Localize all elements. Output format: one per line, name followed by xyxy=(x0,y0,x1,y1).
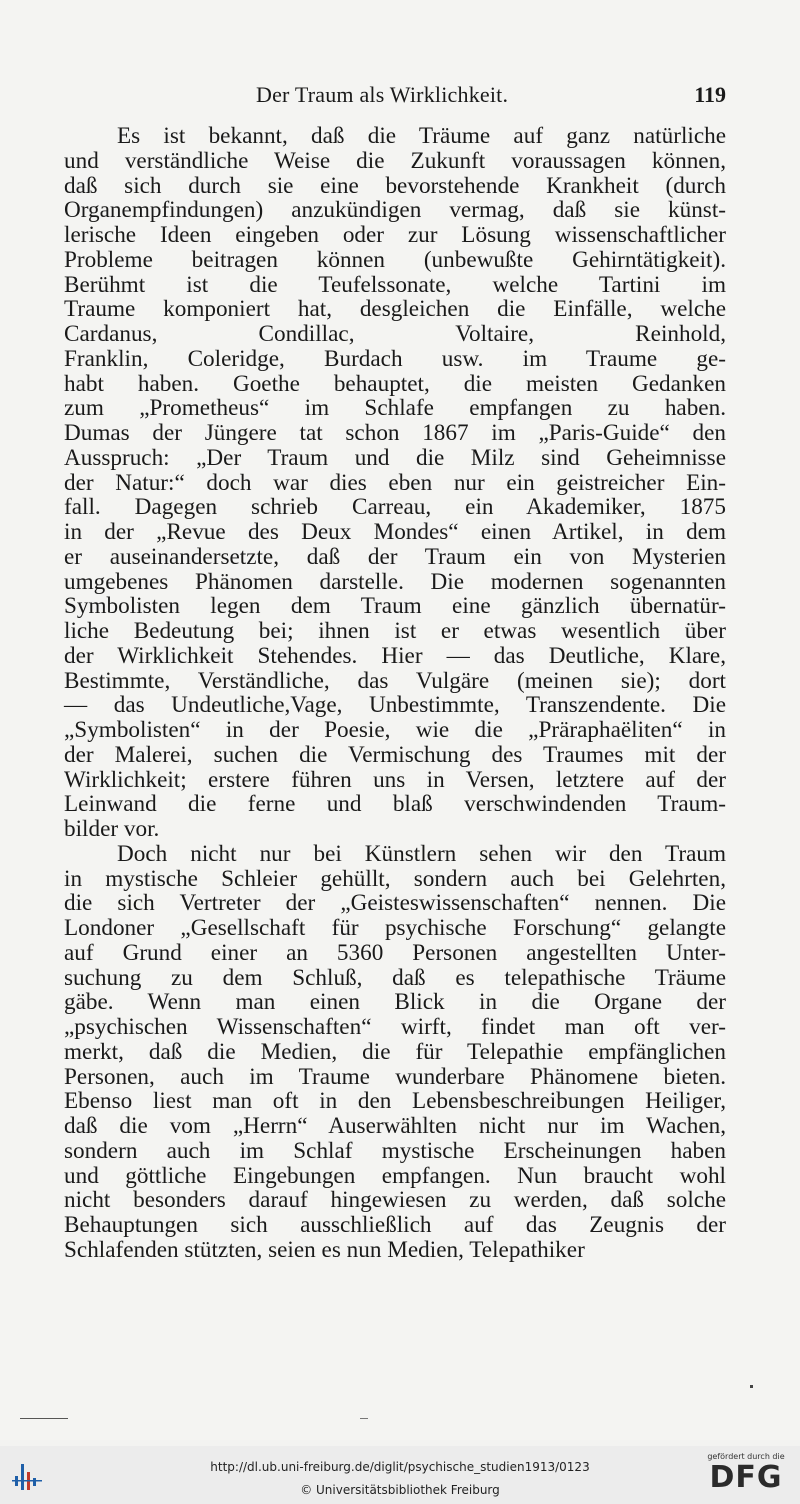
text-line: zum „Prometheus“ im Schlafe empfangen zu haben. xyxy=(64,395,726,422)
footnote-dash xyxy=(360,1418,368,1419)
text-line: der Natur:“ doch war dies eben nur ein geistreicher Ein- xyxy=(64,469,726,496)
dfg-logo xyxy=(702,1452,790,1500)
sponsor-tagline: gefördert durch die xyxy=(707,1452,785,1461)
text-line: habt haben. Goethe behauptet, die meisten Gedanken xyxy=(64,370,726,397)
text-line: Traume komponiert hat, desgleichen die Einfälle, welche xyxy=(64,296,726,323)
text-line: der Wirklichkeit Stehendes. Hier — das Deutliche, Klare, xyxy=(64,642,726,669)
text-line: Franklin, Coleridge, Burdach usw. im Traume ge- xyxy=(64,345,726,372)
text-line: umgebenes Phänomen darstelle. Die modernen sogenannten xyxy=(64,568,726,595)
text-line: bilder vor. xyxy=(64,816,160,842)
text-line: Probleme beitragen können (unbewußte Gehirntätigkeit). xyxy=(64,246,726,273)
text-line: Behauptungen sich ausschließlich auf das Zeugnis der xyxy=(64,1212,726,1238)
text-line: — das Undeutliche,Vage, Unbestimmte, Transzendente. Die xyxy=(64,692,726,719)
text-line: Cardanus, Condillac, Voltaire, Reinhold, xyxy=(64,321,726,347)
text-line: Ausspruch: „Der Traum und die Milz sind Geheimnisse xyxy=(64,444,726,471)
copyright-notice: © Universitätsbibliothek Freiburg xyxy=(300,1483,500,1497)
viewer-footer-bar xyxy=(0,1446,800,1504)
footnote-rule xyxy=(20,1418,68,1419)
scan-speck xyxy=(750,1385,753,1388)
text-line: Es ist bekannt, daß die Träume auf ganz natürliche xyxy=(117,123,726,149)
running-title: Der Traum als Wirklichkeit. xyxy=(256,82,509,107)
text-line: Personen, auch im Traume wunderbare Phänomene bieten. xyxy=(64,1063,726,1090)
text-line: Dumas der Jüngere tat schon 1867 im „Paris-Guide“ den xyxy=(64,420,726,446)
text-line: die sich Vertreter der „Geisteswissenschaften“ nennen. Die xyxy=(64,890,726,917)
text-line: merkt, daß die Medien, die für Telepathie empfänglichen xyxy=(64,1038,726,1065)
text-line: Leinwand die ferne und blaß verschwindenden Traum- xyxy=(64,791,726,818)
text-line: gäbe. Wenn man einen Blick in die Organe der xyxy=(64,989,726,1016)
text-line: und verständliche Weise die Zukunft voraussagen können, xyxy=(64,147,726,174)
text-line: liche Bedeutung bei; ihnen ist er etwas wesentlich über xyxy=(64,618,726,644)
text-line: Doch nicht nur bei Künstlern sehen wir den Traum xyxy=(117,840,726,867)
page-number: 119 xyxy=(694,82,726,107)
text-line: in der „Revue des Deux Mondes“ einen Artikel, in dem xyxy=(64,519,726,545)
body-text xyxy=(64,124,726,1263)
text-line: lerische Ideen eingeben oder zur Lösung wissenschaftlicher xyxy=(64,222,726,248)
text-line: Wirklichkeit; erstere führen uns in Versen, letztere auf der xyxy=(64,766,726,793)
text-line: Ebenso liest man oft in den Lebensbeschreibungen Heiliger, xyxy=(64,1088,726,1115)
text-line: Schlafenden stützten, seien es nun Medien, Telepathiker xyxy=(64,1236,585,1263)
text-line: daß die vom „Herrn“ Auserwählten nicht nur im Wachen, xyxy=(64,1113,726,1139)
text-line: er auseinandersetzte, daß der Traum ein von Mysterien xyxy=(64,543,726,570)
text-line: in mystische Schleier gehüllt, sondern auch bei Gelehrten, xyxy=(64,865,726,892)
running-header xyxy=(64,78,726,112)
text-line: Organempfindungen) anzukündigen vermag, daß sie künst- xyxy=(64,197,726,224)
text-line: der Malerei, suchen die Vermischung des Traumes mit der xyxy=(64,741,726,768)
text-line: „psychischen Wissenschaften“ wirft, findet man oft ver- xyxy=(64,1014,726,1040)
text-line: Londoner „Gesellschaft für psychische Forschung“ gelangte xyxy=(64,915,726,941)
text-line: nicht besonders darauf hingewiesen zu werden, daß solche xyxy=(64,1187,726,1214)
text-line: Bestimmte, Verständliche, das Vulgäre (meinen sie); dort xyxy=(64,667,726,694)
text-line: fall. Dagegen schrieb Carreau, ein Akademiker, 1875 xyxy=(64,494,726,521)
text-line: daß sich durch sie eine bevorstehende Krankheit (durch xyxy=(64,172,726,199)
text-line: und göttliche Eingebungen empfangen. Nun braucht wohl xyxy=(64,1162,726,1189)
dfg-wordmark: DFG xyxy=(709,1460,783,1495)
text-line: suchung zu dem Schluß, daß es telepathische Träume xyxy=(64,964,726,991)
text-line: Berühmt ist die Teufelssonate, welche Tartini im xyxy=(64,271,726,298)
text-line: Symbolisten legen dem Traum eine gänzlich übernatür- xyxy=(64,593,726,620)
text-line: sondern auch im Schlaf mystische Erscheinungen haben xyxy=(64,1137,726,1164)
text-line: auf Grund einer an 5360 Personen angestellten Unter- xyxy=(64,939,726,966)
document-url[interactable]: http://dl.ub.uni-freiburg.de/diglit/psychische_studien1913/0123 xyxy=(210,1460,590,1474)
text-line: „Symbolisten“ in der Poesie, wie die „Präraphaëliten“ in xyxy=(64,717,726,743)
